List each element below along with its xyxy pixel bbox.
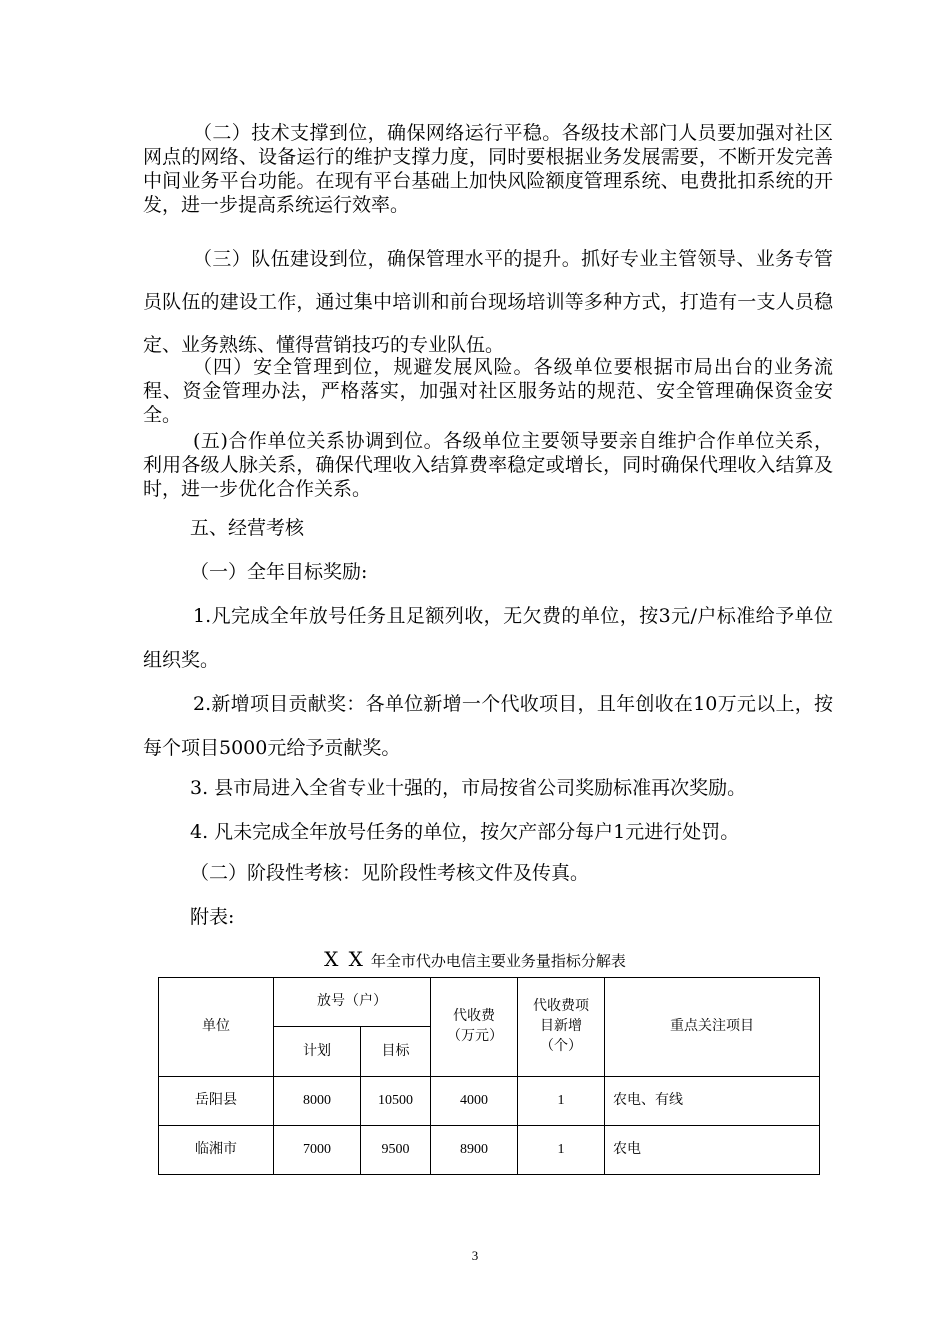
table-title-prefix: X X [324,947,365,971]
heading-annual-reward: （一）全年目标奖励: [190,561,368,583]
header-new-items-text: 代收费项目新增（个） [533,999,589,1054]
header-unit: 单位 [159,978,274,1077]
cell-new: 1 [518,1077,605,1126]
cell-plan: 7000 [274,1126,361,1175]
heading-stage-assessment: （二）阶段性考核：见阶段性考核文件及传真。 [190,862,590,884]
header-daishoufei [431,978,518,1077]
cell-fee: 4000 [431,1077,518,1126]
indicator-table [158,977,820,1175]
cell-unit: 岳阳县 [159,1077,274,1126]
header-daishoufei-text: 代收费（万元） [447,1009,503,1044]
cell-focus: 农电 [605,1126,820,1175]
paragraph-safety: （四）安全管理到位，规避发展风险。各级单位要根据市局出台的业务流程、资金管理办法，严格落实，加强对社区服务站的规范、安全管理确保资金安全。 [143,356,833,426]
cell-focus: 农电、有线 [605,1077,820,1126]
page-number: 3 [471,1248,479,1263]
list-item-4: 4. 凡未完成全年放号任务的单位，按欠产部分每户1元进行处罚。 [190,821,740,843]
cell-unit: 临湘市 [159,1126,274,1175]
heading-section-five: 五、经营考核 [190,517,305,539]
list-item-2: 2.新增项目贡献奖：各单位新增一个代收项目，且年创收在10万元以上，按每个项目5000元给予贡献奖。 [143,693,833,759]
header-fanghao: 放号（户） [274,978,431,1027]
cell-plan: 8000 [274,1077,361,1126]
cell-target: 9500 [361,1126,431,1175]
list-item-3: 3. 县市局进入全省专业十强的，市局按省公司奖励标准再次奖励。 [190,777,747,799]
cell-fee: 8900 [431,1126,518,1175]
attachment-label: 附表: [190,906,235,928]
header-focus: 重点关注项目 [605,978,820,1077]
table-title-text: 年全市代办电信主要业务量指标分解表 [370,952,626,970]
header-plan: 计划 [274,1027,361,1077]
cell-new: 1 [518,1126,605,1175]
table-row [159,1126,820,1175]
table-row [159,1077,820,1126]
cell-target: 10500 [361,1077,431,1126]
header-target: 目标 [361,1027,431,1077]
paragraph-tech-support: （二）技术支撑到位，确保网络运行平稳。各级技术部门人员要加强对社区网点的网络、设备运行的维护支撑力度，同时要根据业务发展需要，不断开发完善中间业务平台功能。在现有平台基础上加快风险额度管理系统、电费批扣系统的开发，进一步提高系统运行效率。 [143,122,833,216]
table-title [0,948,950,972]
paragraph-team-building: （三）队伍建设到位，确保管理水平的提升。抓好专业主管领导、业务专管员队伍的建设工作，通过集中培训和前台现场培训等多种方式，打造有一支人员稳定、业务熟练、懂得营销技巧的专业队伍。 [143,248,833,356]
list-item-1: 1.凡完成全年放号任务且足额列收，无欠费的单位，按3元/户标准给予单位组织奖。 [143,605,833,671]
header-new-items [518,978,605,1077]
paragraph-cooperation: (五)合作单位关系协调到位。各级单位主要领导要亲自维护合作单位关系，利用各级人脉关系，确保代理收入结算费率稳定或增长，同时确保代理收入结算及时，进一步优化合作关系。 [143,430,833,500]
